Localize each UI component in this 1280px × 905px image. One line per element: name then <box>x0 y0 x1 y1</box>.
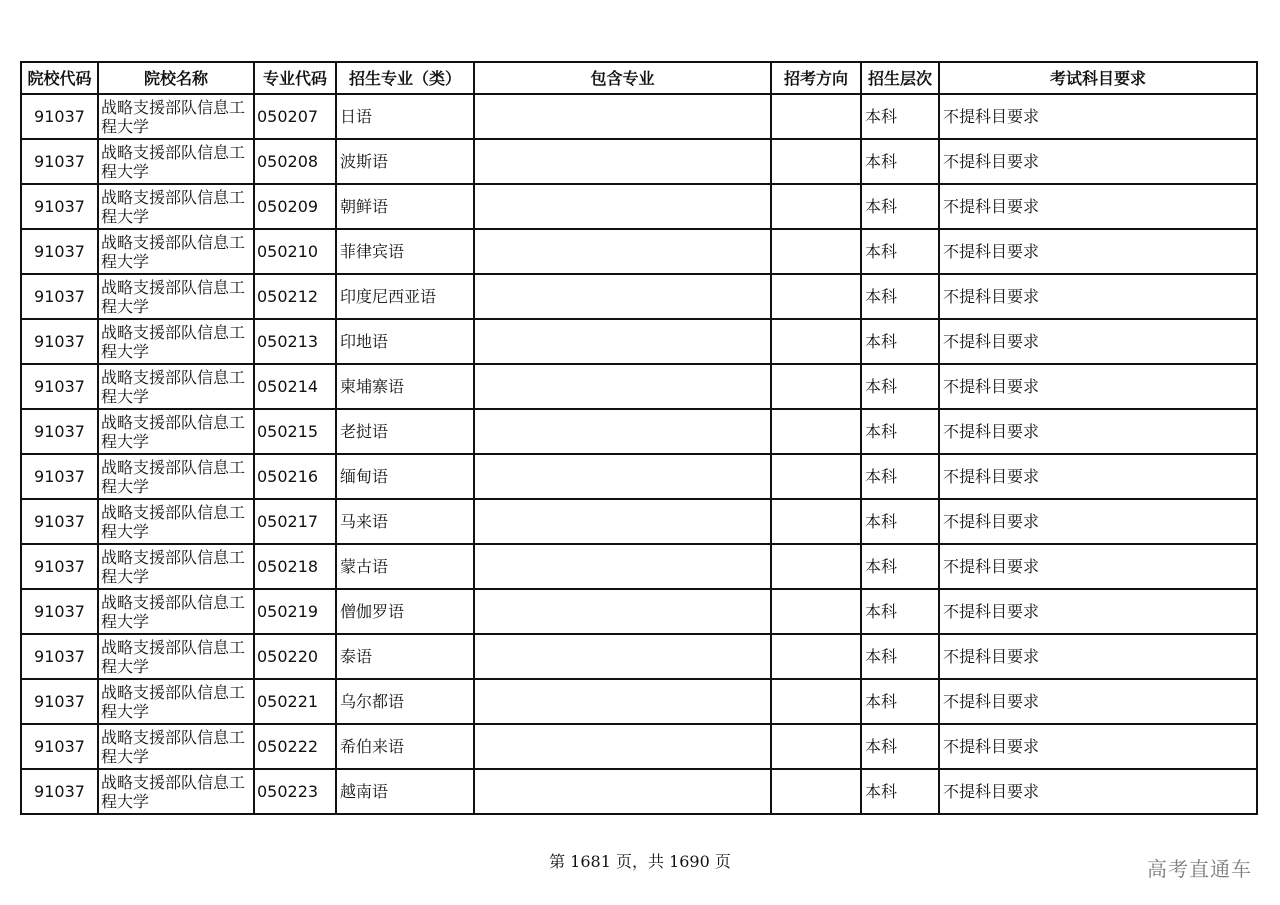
cell-school-code: 91037 <box>21 319 98 364</box>
table-row <box>21 589 1257 634</box>
table-row <box>21 544 1257 589</box>
cell-school-name: 战略支援部队信息工程大学 <box>98 274 254 319</box>
cell-requirement: 不提科目要求 <box>939 679 1257 724</box>
cell-major: 朝鲜语 <box>336 184 474 229</box>
cell-school-code: 91037 <box>21 139 98 184</box>
cell-school-name: 战略支援部队信息工程大学 <box>98 724 254 769</box>
cell-major-code: 050217 <box>254 499 336 544</box>
cell-included-majors <box>474 319 771 364</box>
cell-level: 本科 <box>861 454 939 499</box>
cell-school-code: 91037 <box>21 589 98 634</box>
cell-major-code: 050214 <box>254 364 336 409</box>
cell-included-majors <box>474 769 771 814</box>
cell-major: 菲律宾语 <box>336 229 474 274</box>
table-row <box>21 139 1257 184</box>
cell-school-name: 战略支援部队信息工程大学 <box>98 589 254 634</box>
table-row <box>21 229 1257 274</box>
table-row <box>21 364 1257 409</box>
cell-major-code: 050212 <box>254 274 336 319</box>
cell-direction <box>771 724 861 769</box>
cell-school-name: 战略支援部队信息工程大学 <box>98 634 254 679</box>
cell-school-name: 战略支援部队信息工程大学 <box>98 94 254 139</box>
cell-school-code: 91037 <box>21 364 98 409</box>
cell-major-code: 050210 <box>254 229 336 274</box>
cell-major-code: 050218 <box>254 544 336 589</box>
cell-level: 本科 <box>861 184 939 229</box>
table-row <box>21 499 1257 544</box>
cell-major-code: 050219 <box>254 589 336 634</box>
table-row <box>21 679 1257 724</box>
cell-level: 本科 <box>861 634 939 679</box>
admissions-table <box>20 61 1258 815</box>
cell-direction <box>771 634 861 679</box>
cell-requirement: 不提科目要求 <box>939 139 1257 184</box>
cell-major-code: 050209 <box>254 184 336 229</box>
table-row <box>21 724 1257 769</box>
header-requirement: 考试科目要求 <box>939 62 1257 94</box>
cell-school-name: 战略支援部队信息工程大学 <box>98 679 254 724</box>
cell-major-code: 050216 <box>254 454 336 499</box>
cell-requirement: 不提科目要求 <box>939 409 1257 454</box>
cell-major: 老挝语 <box>336 409 474 454</box>
cell-level: 本科 <box>861 724 939 769</box>
cell-school-code: 91037 <box>21 634 98 679</box>
cell-level: 本科 <box>861 229 939 274</box>
cell-requirement: 不提科目要求 <box>939 319 1257 364</box>
cell-included-majors <box>474 364 771 409</box>
cell-included-majors <box>474 139 771 184</box>
cell-direction <box>771 94 861 139</box>
cell-requirement: 不提科目要求 <box>939 94 1257 139</box>
admissions-table-container <box>20 61 1256 815</box>
cell-school-name: 战略支援部队信息工程大学 <box>98 499 254 544</box>
cell-included-majors <box>474 94 771 139</box>
cell-level: 本科 <box>861 499 939 544</box>
cell-direction <box>771 544 861 589</box>
cell-included-majors <box>474 544 771 589</box>
cell-direction <box>771 409 861 454</box>
table-row <box>21 319 1257 364</box>
cell-major-code: 050207 <box>254 94 336 139</box>
cell-level: 本科 <box>861 409 939 454</box>
cell-major: 希伯来语 <box>336 724 474 769</box>
cell-requirement: 不提科目要求 <box>939 229 1257 274</box>
cell-requirement: 不提科目要求 <box>939 724 1257 769</box>
cell-major: 马来语 <box>336 499 474 544</box>
cell-major: 越南语 <box>336 769 474 814</box>
header-level: 招生层次 <box>861 62 939 94</box>
watermark-text: 高考直通车 <box>1147 857 1252 881</box>
header-major: 招生专业（类） <box>336 62 474 94</box>
cell-included-majors <box>474 679 771 724</box>
cell-school-name: 战略支援部队信息工程大学 <box>98 229 254 274</box>
cell-level: 本科 <box>861 589 939 634</box>
table-body <box>21 94 1257 814</box>
cell-requirement: 不提科目要求 <box>939 544 1257 589</box>
cell-major: 乌尔都语 <box>336 679 474 724</box>
table-row <box>21 409 1257 454</box>
cell-major: 缅甸语 <box>336 454 474 499</box>
cell-requirement: 不提科目要求 <box>939 184 1257 229</box>
cell-school-code: 91037 <box>21 184 98 229</box>
cell-level: 本科 <box>861 94 939 139</box>
cell-major: 印地语 <box>336 319 474 364</box>
cell-school-name: 战略支援部队信息工程大学 <box>98 184 254 229</box>
cell-requirement: 不提科目要求 <box>939 274 1257 319</box>
cell-school-name: 战略支援部队信息工程大学 <box>98 364 254 409</box>
cell-major: 柬埔寨语 <box>336 364 474 409</box>
cell-major: 泰语 <box>336 634 474 679</box>
cell-school-code: 91037 <box>21 454 98 499</box>
cell-school-name: 战略支援部队信息工程大学 <box>98 544 254 589</box>
cell-direction <box>771 139 861 184</box>
cell-school-code: 91037 <box>21 499 98 544</box>
cell-school-code: 91037 <box>21 769 98 814</box>
cell-included-majors <box>474 724 771 769</box>
cell-major-code: 050220 <box>254 634 336 679</box>
cell-school-name: 战略支援部队信息工程大学 <box>98 319 254 364</box>
cell-level: 本科 <box>861 544 939 589</box>
cell-school-code: 91037 <box>21 229 98 274</box>
table-row <box>21 769 1257 814</box>
cell-major-code: 050222 <box>254 724 336 769</box>
cell-requirement: 不提科目要求 <box>939 364 1257 409</box>
cell-major-code: 050213 <box>254 319 336 364</box>
cell-included-majors <box>474 499 771 544</box>
cell-major: 蒙古语 <box>336 544 474 589</box>
cell-direction <box>771 229 861 274</box>
cell-level: 本科 <box>861 769 939 814</box>
cell-direction <box>771 274 861 319</box>
cell-school-name: 战略支援部队信息工程大学 <box>98 769 254 814</box>
cell-major-code: 050223 <box>254 769 336 814</box>
page-number-text: 第 1681 页，共 1690 页 <box>549 852 731 871</box>
header-included-majors: 包含专业 <box>474 62 771 94</box>
cell-major-code: 050208 <box>254 139 336 184</box>
header-school-name: 院校名称 <box>98 62 254 94</box>
cell-school-code: 91037 <box>21 679 98 724</box>
cell-included-majors <box>474 184 771 229</box>
cell-direction <box>771 679 861 724</box>
table-row <box>21 274 1257 319</box>
cell-requirement: 不提科目要求 <box>939 499 1257 544</box>
cell-direction <box>771 364 861 409</box>
header-direction: 招考方向 <box>771 62 861 94</box>
cell-included-majors <box>474 454 771 499</box>
cell-included-majors <box>474 589 771 634</box>
table-row <box>21 454 1257 499</box>
cell-major-code: 050221 <box>254 679 336 724</box>
cell-school-name: 战略支援部队信息工程大学 <box>98 409 254 454</box>
cell-level: 本科 <box>861 139 939 184</box>
cell-level: 本科 <box>861 364 939 409</box>
cell-requirement: 不提科目要求 <box>939 634 1257 679</box>
cell-direction <box>771 589 861 634</box>
cell-level: 本科 <box>861 319 939 364</box>
cell-school-code: 91037 <box>21 724 98 769</box>
cell-direction <box>771 454 861 499</box>
cell-included-majors <box>474 274 771 319</box>
cell-requirement: 不提科目要求 <box>939 769 1257 814</box>
cell-major: 波斯语 <box>336 139 474 184</box>
cell-direction <box>771 319 861 364</box>
table-header-row <box>21 62 1257 94</box>
cell-school-name: 战略支援部队信息工程大学 <box>98 139 254 184</box>
cell-school-name: 战略支援部队信息工程大学 <box>98 454 254 499</box>
cell-major: 僧伽罗语 <box>336 589 474 634</box>
cell-included-majors <box>474 229 771 274</box>
cell-direction <box>771 499 861 544</box>
cell-included-majors <box>474 634 771 679</box>
table-row <box>21 94 1257 139</box>
cell-school-code: 91037 <box>21 274 98 319</box>
page-footer <box>0 849 1280 872</box>
header-major-code: 专业代码 <box>254 62 336 94</box>
cell-level: 本科 <box>861 274 939 319</box>
cell-school-code: 91037 <box>21 409 98 454</box>
cell-school-code: 91037 <box>21 94 98 139</box>
cell-direction <box>771 769 861 814</box>
cell-direction <box>771 184 861 229</box>
cell-level: 本科 <box>861 679 939 724</box>
cell-school-code: 91037 <box>21 544 98 589</box>
cell-major: 印度尼西亚语 <box>336 274 474 319</box>
cell-requirement: 不提科目要求 <box>939 454 1257 499</box>
cell-requirement: 不提科目要求 <box>939 589 1257 634</box>
header-school-code: 院校代码 <box>21 62 98 94</box>
cell-major-code: 050215 <box>254 409 336 454</box>
table-row <box>21 184 1257 229</box>
table-row <box>21 634 1257 679</box>
cell-included-majors <box>474 409 771 454</box>
cell-major: 日语 <box>336 94 474 139</box>
